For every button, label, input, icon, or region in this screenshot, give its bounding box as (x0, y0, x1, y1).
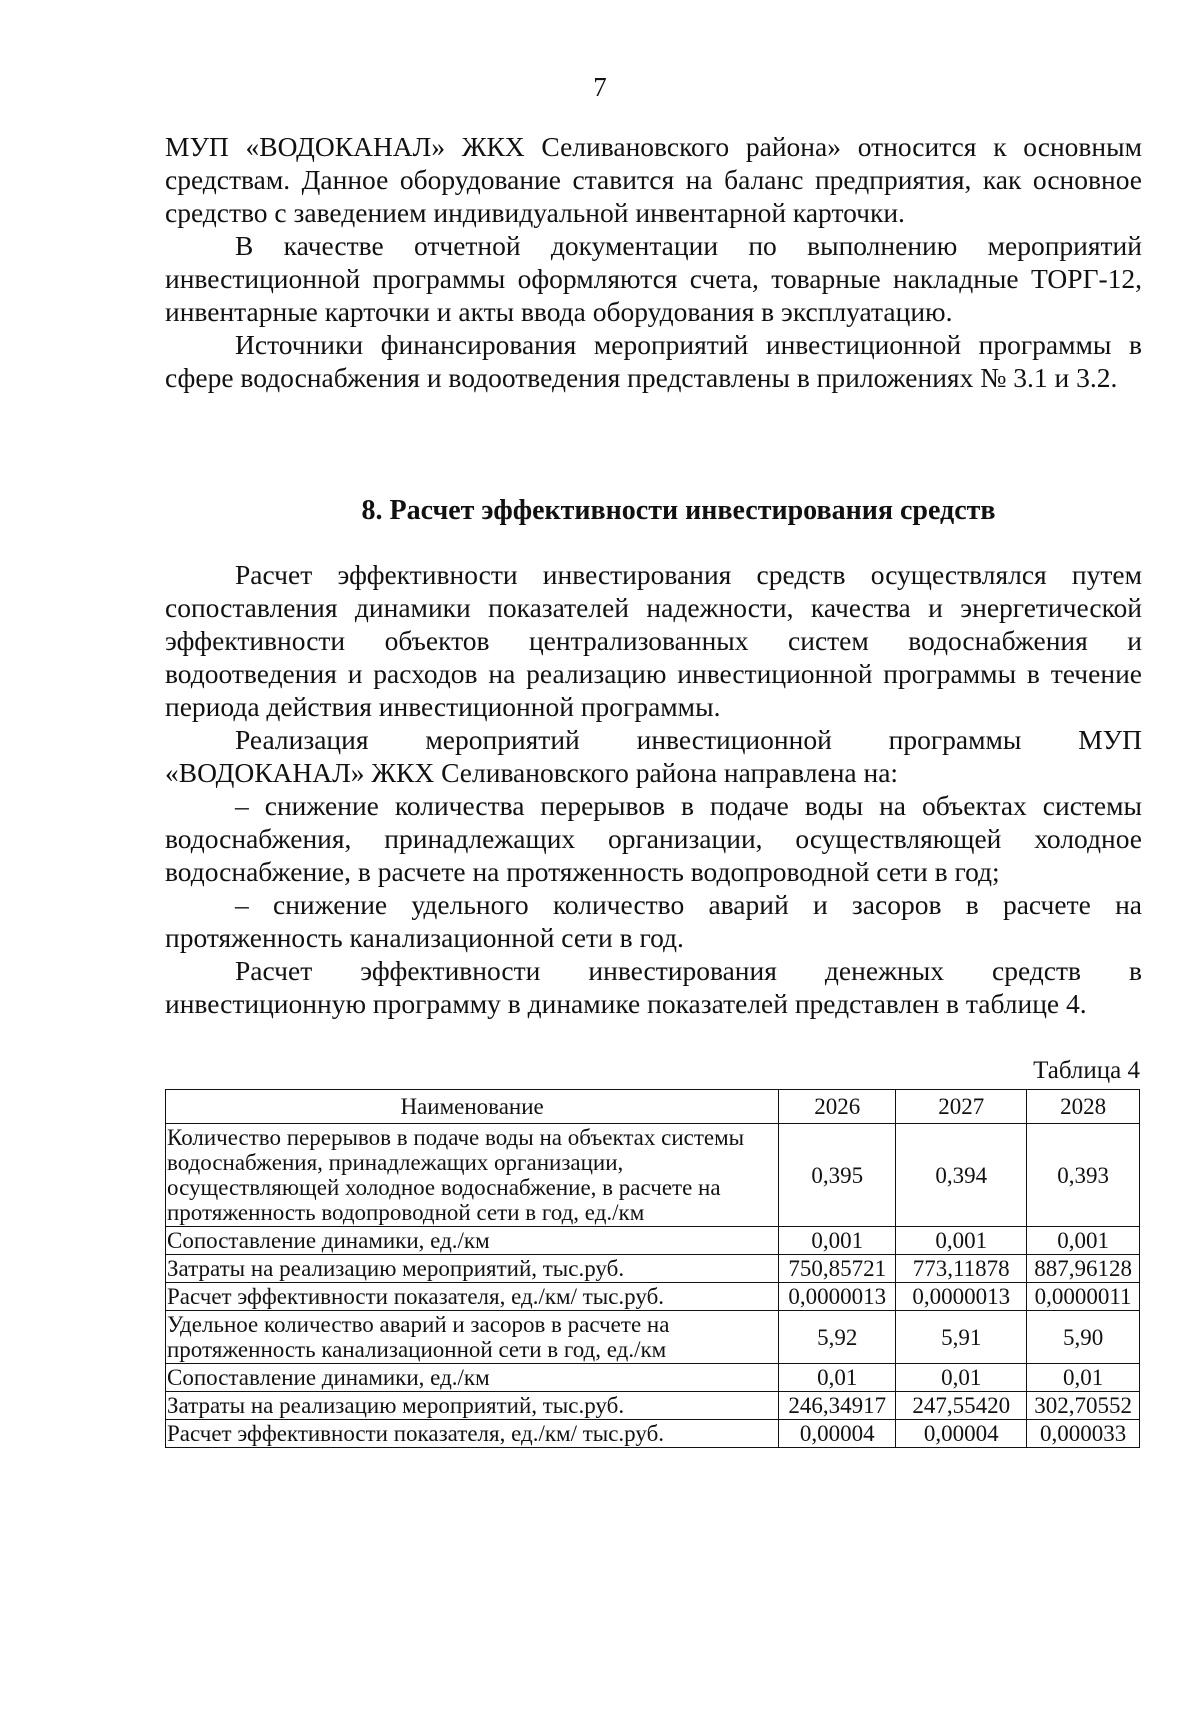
cell-2028: 0,001 (1027, 1227, 1140, 1255)
cell-2026: 0,395 (779, 1124, 896, 1227)
bullet-item-2: – снижение удельного количество аварий и засоров в расчете на протяженность канализационной сети в год. (165, 889, 1142, 953)
cell-2027: 0,001 (896, 1227, 1027, 1255)
column-header-2026: 2026 (779, 1090, 896, 1124)
column-header-name: Наименование (166, 1090, 779, 1124)
cell-2028: 5,90 (1027, 1311, 1140, 1364)
row-name: Расчет эффективности показателя, ед./км/ тыс.руб. (166, 1283, 779, 1311)
row-name: Затраты на реализацию мероприятий, тыс.руб. (166, 1392, 779, 1420)
row-name: Удельное количество аварий и засоров в расчете на протяженность канализационной сети в год, ед./км (166, 1311, 779, 1364)
table-row (166, 1392, 1140, 1420)
intro-paragraph-2: В качестве отчетной документации по выполнению мероприятий инвестиционной программы оформляются счета, товарные накладные ТОРГ-12, инвентарные карточки и акты ввода оборудования в эксплуатацию. (165, 230, 1142, 327)
intro-paragraph-3: Источники финансирования мероприятий инвестиционной программы в сфере водоснабжения и водоотведения представлены в приложениях № 3.1 и 3.2. (165, 329, 1142, 393)
cell-2026: 0,00004 (779, 1420, 896, 1448)
table-row (166, 1364, 1140, 1392)
cell-2028: 0,000033 (1027, 1420, 1140, 1448)
table-caption: Таблица 4 (1033, 1057, 1140, 1084)
body-paragraph-2: Реализация мероприятий инвестиционной программы МУП «ВОДОКАНАЛ» ЖКХ Селивановского района направлена на: (165, 724, 1142, 788)
cell-2028: 0,0000011 (1027, 1283, 1140, 1311)
cell-2027: 0,01 (896, 1364, 1027, 1392)
row-name: Сопоставление динамики, ед./км (166, 1227, 779, 1255)
cell-2026: 246,34917 (779, 1392, 896, 1420)
row-name: Сопоставление динамики, ед./км (166, 1364, 779, 1392)
table-row (166, 1255, 1140, 1283)
cell-2028: 887,96128 (1027, 1255, 1140, 1283)
bullet-item-1: – снижение количества перерывов в подаче воды на объектах системы водоснабжения, принадлежащих организации, осуществляющей холодное водоснабжение, в расчете на протяженность водопроводной сети в год; (165, 790, 1142, 887)
table-row (166, 1283, 1140, 1311)
column-header-2028: 2028 (1027, 1090, 1140, 1124)
table-row (166, 1227, 1140, 1255)
column-header-2027: 2027 (896, 1090, 1027, 1124)
intro-text (165, 130, 1142, 394)
cell-2028: 302,70552 (1027, 1392, 1140, 1420)
table-row (166, 1420, 1140, 1448)
row-name: Затраты на реализацию мероприятий, тыс.руб. (166, 1255, 779, 1283)
cell-2027: 0,394 (896, 1124, 1027, 1227)
cell-2027: 0,00004 (896, 1420, 1027, 1448)
cell-2026: 0,0000013 (779, 1283, 896, 1311)
section-heading (165, 494, 1142, 528)
row-name: Расчет эффективности показателя, ед./км/ тыс.руб. (166, 1420, 779, 1448)
row-name: Количество перерывов в подаче воды на объектах системы водоснабжения, принадлежащих организации, осуществляющей холодное водоснабжение, в расчете на протяженность водопроводной сети в год, ед./км (166, 1124, 779, 1227)
cell-2027: 773,11878 (896, 1255, 1027, 1283)
indicators-table (165, 1089, 1140, 1448)
table-row (166, 1311, 1140, 1364)
cell-2028: 0,01 (1027, 1364, 1140, 1392)
section-body (165, 558, 1142, 1020)
intro-paragraph-1: МУП «ВОДОКАНАЛ» ЖКХ Селивановского района» относится к основным средствам. Данное оборудование ставится на баланс предприятия, как основное средство с заведением индивидуальной инвентарной карточки. (165, 131, 1142, 228)
body-paragraph-3: Расчет эффективности инвестирования денежных средств в инвестиционную программу в динамике показателей представлен в таблице 4. (165, 955, 1142, 1019)
cell-2026: 0,001 (779, 1227, 896, 1255)
body-paragraph-1: Расчет эффективности инвестирования средств осуществлялся путем сопоставления динамики показателей надежности, качества и энергетической эффективности объектов централизованных систем водоснабжения и водоотведения и расходов на реализацию инвестиционной программы в течение периода действия инвестиционной программы. (165, 559, 1142, 722)
cell-2027: 0,0000013 (896, 1283, 1027, 1311)
section-title: 8. Расчет эффективности инвестирования средств (361, 495, 996, 526)
table-header-row (166, 1090, 1140, 1124)
cell-2027: 5,91 (896, 1311, 1027, 1364)
cell-2027: 247,55420 (896, 1392, 1027, 1420)
cell-2028: 0,393 (1027, 1124, 1140, 1227)
cell-2026: 750,85721 (779, 1255, 896, 1283)
table-row (166, 1124, 1140, 1227)
page-number: 7 (593, 72, 607, 102)
cell-2026: 0,01 (779, 1364, 896, 1392)
cell-2026: 5,92 (779, 1311, 896, 1364)
